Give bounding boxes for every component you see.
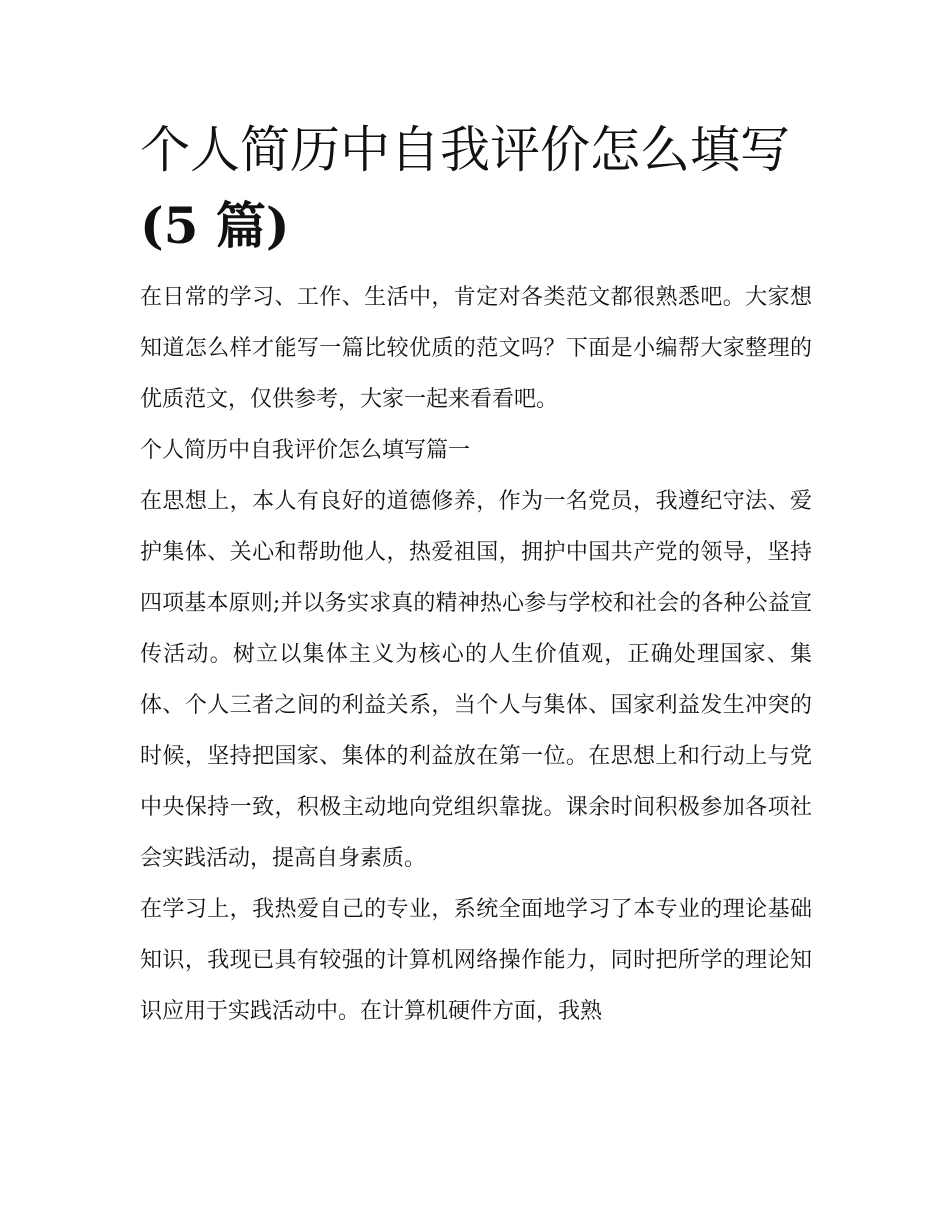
intro-paragraph: 在日常的学习、工作、生活中，肯定对各类范文都很熟悉吧。大家想知道怎么样才能写一篇比较优质的范文吗？下面是小编帮大家整理的优质范文，仅供参考，大家一起来看看吧。 [140, 285, 812, 412]
document-title [140, 112, 812, 264]
title-line-2: (5 篇) [140, 196, 290, 255]
body-paragraph-thought: 在思想上，本人有良好的道德修养，作为一名党员，我遵纪守法、爱护集体、关心和帮助他人，热爱祖国，拥护中国共产党的领导，坚持四项基本原则;并以务实求真的精神热心参与学校和社会的各种公益宣传活动。树立以集体主义为核心的人生价值观，正确处理国家、集体、个人三者之间的利益关系，当个人与集体、国家利益发生冲突的时候，坚持把国家、集体的利益放在第一位。在思想上和行动上与党中央保持一致，积极主动地向党组织靠拢。课余时间积极参加各项社会实践活动，提高自身素质。 [140, 489, 812, 871]
section-heading: 个人简历中自我评价怎么填写篇一 [140, 438, 471, 463]
body-paragraph-study: 在学习上，我热爱自己的专业，系统全面地学习了本专业的理论基础知识，我现已具有较强的计算机网络操作能力，同时把所学的理论知识应用于实践活动中。在计算机硬件方面，我熟 [140, 897, 812, 1024]
document-content [140, 112, 812, 1037]
title-line-1: 个人简历中自我评价怎么填写 [140, 121, 790, 179]
